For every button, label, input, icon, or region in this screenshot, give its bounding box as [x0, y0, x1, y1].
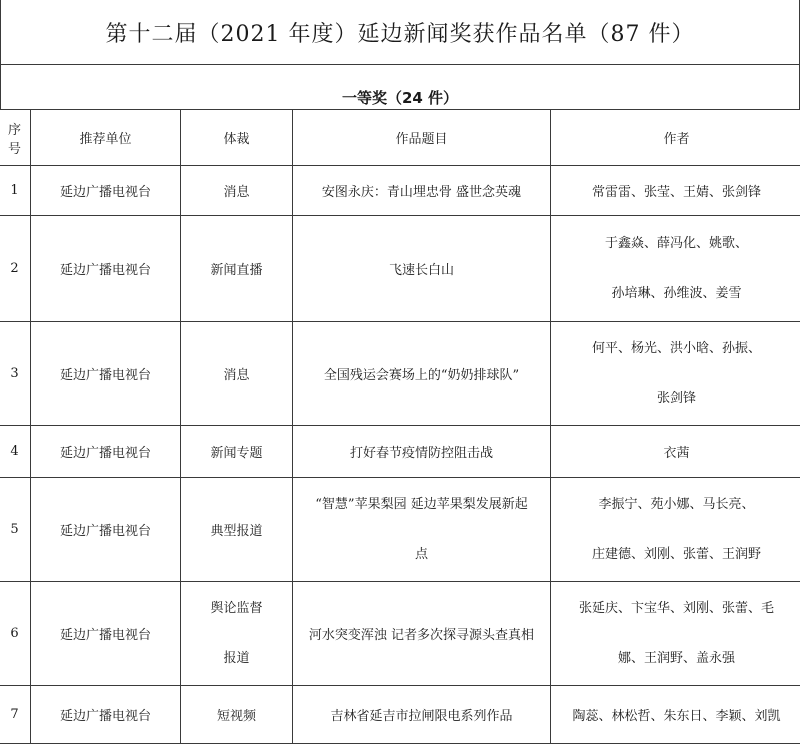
table-row: [0, 478, 800, 582]
work-line: 全国残运会赛场上的“奶奶排球队”: [324, 368, 519, 383]
authors-line: 张剑锋: [555, 374, 798, 424]
genre-line: 舆论监督: [185, 584, 288, 634]
table-row: [0, 166, 800, 216]
work-line: 飞速长白山: [389, 263, 454, 278]
genre-line: 消息: [223, 185, 249, 200]
header-genre: 体裁: [181, 110, 293, 166]
row-genre: [181, 216, 293, 322]
row-no: 3: [0, 322, 31, 426]
authors-line: 孙培琳、孙维波、姜雪: [555, 269, 798, 319]
table-row: [0, 686, 800, 744]
row-work: [293, 478, 551, 582]
row-unit: 延边广播电视台: [31, 426, 181, 478]
row-no: 5: [0, 478, 31, 582]
genre-line: 新闻直播: [210, 263, 262, 278]
row-work: [293, 426, 551, 478]
row-authors: [551, 426, 800, 478]
header-no: 序号: [0, 110, 31, 166]
row-no: 6: [0, 582, 31, 686]
awards-table: [0, 109, 800, 744]
work-line: 吉林省延吉市拉闸限电系列作品: [330, 709, 512, 724]
row-unit: 延边广播电视台: [31, 216, 181, 322]
row-unit: 延边广播电视台: [31, 686, 181, 744]
title-bottom-rule: [0, 64, 800, 65]
row-work: [293, 166, 551, 216]
row-work: [293, 582, 551, 686]
row-no: 4: [0, 426, 31, 478]
authors-line: 庄建德、刘刚、张蕾、王润野: [555, 530, 798, 580]
document-title: 第十二届（2021 年度）延边新闻奖获作品名单（87 件）: [0, 0, 800, 64]
row-no: 7: [0, 686, 31, 744]
row-genre: [181, 478, 293, 582]
authors-line: 李振宁、苑小娜、马长亮、: [555, 480, 798, 530]
row-authors: [551, 582, 800, 686]
row-work: [293, 322, 551, 426]
row-genre: [181, 686, 293, 744]
genre-line: 新闻专题: [210, 446, 262, 461]
genre-line: 典型报道: [210, 524, 262, 539]
row-unit: 延边广播电视台: [31, 478, 181, 582]
genre-line: 报道: [185, 634, 288, 684]
row-work: [293, 686, 551, 744]
authors-line: 何平、杨光、洪小晗、孙振、: [555, 324, 798, 374]
work-line: 河水突变浑浊 记者多次探寻源头查真相: [309, 628, 534, 643]
work-line: 打好春节疫情防控阻击战: [350, 446, 493, 461]
row-unit: 延边广播电视台: [31, 166, 181, 216]
authors-line: 衣茜: [663, 446, 689, 461]
row-genre: [181, 322, 293, 426]
section-heading: 一等奖（24 件）: [0, 85, 800, 109]
header-authors: 作者: [551, 110, 800, 166]
row-authors: [551, 166, 800, 216]
genre-line: 消息: [223, 368, 249, 383]
row-authors: [551, 322, 800, 426]
row-genre: [181, 426, 293, 478]
table-row: [0, 426, 800, 478]
row-genre: [181, 166, 293, 216]
authors-line: 常雷雷、张莹、王婧、张剑锋: [592, 185, 761, 200]
genre-line: 短视频: [217, 709, 256, 724]
header-work: 作品题目: [293, 110, 551, 166]
row-unit: 延边广播电视台: [31, 582, 181, 686]
authors-line: 于鑫焱、薛冯化、姚歌、: [555, 219, 798, 269]
authors-line: 娜、王润野、盖永强: [555, 634, 798, 684]
row-no: 2: [0, 216, 31, 322]
header-unit: 推荐单位: [31, 110, 181, 166]
row-work: [293, 216, 551, 322]
row-authors: [551, 216, 800, 322]
table-row: [0, 216, 800, 322]
row-no: 1: [0, 166, 31, 216]
authors-line: 陶蕊、林松哲、朱东日、李颖、刘凯: [572, 709, 780, 724]
work-line: “智慧”苹果梨园 延边苹果梨发展新起: [297, 480, 546, 530]
authors-line: 张延庆、卞宝华、刘刚、张蕾、毛: [555, 584, 798, 634]
table-header-row: [0, 110, 800, 166]
row-genre: [181, 582, 293, 686]
table-row: [0, 582, 800, 686]
row-authors: [551, 686, 800, 744]
table-row: [0, 322, 800, 426]
row-authors: [551, 478, 800, 582]
work-line: 安图永庆：青山埋忠骨 盛世念英魂: [322, 185, 521, 200]
row-unit: 延边广播电视台: [31, 322, 181, 426]
work-line: 点: [297, 530, 546, 580]
